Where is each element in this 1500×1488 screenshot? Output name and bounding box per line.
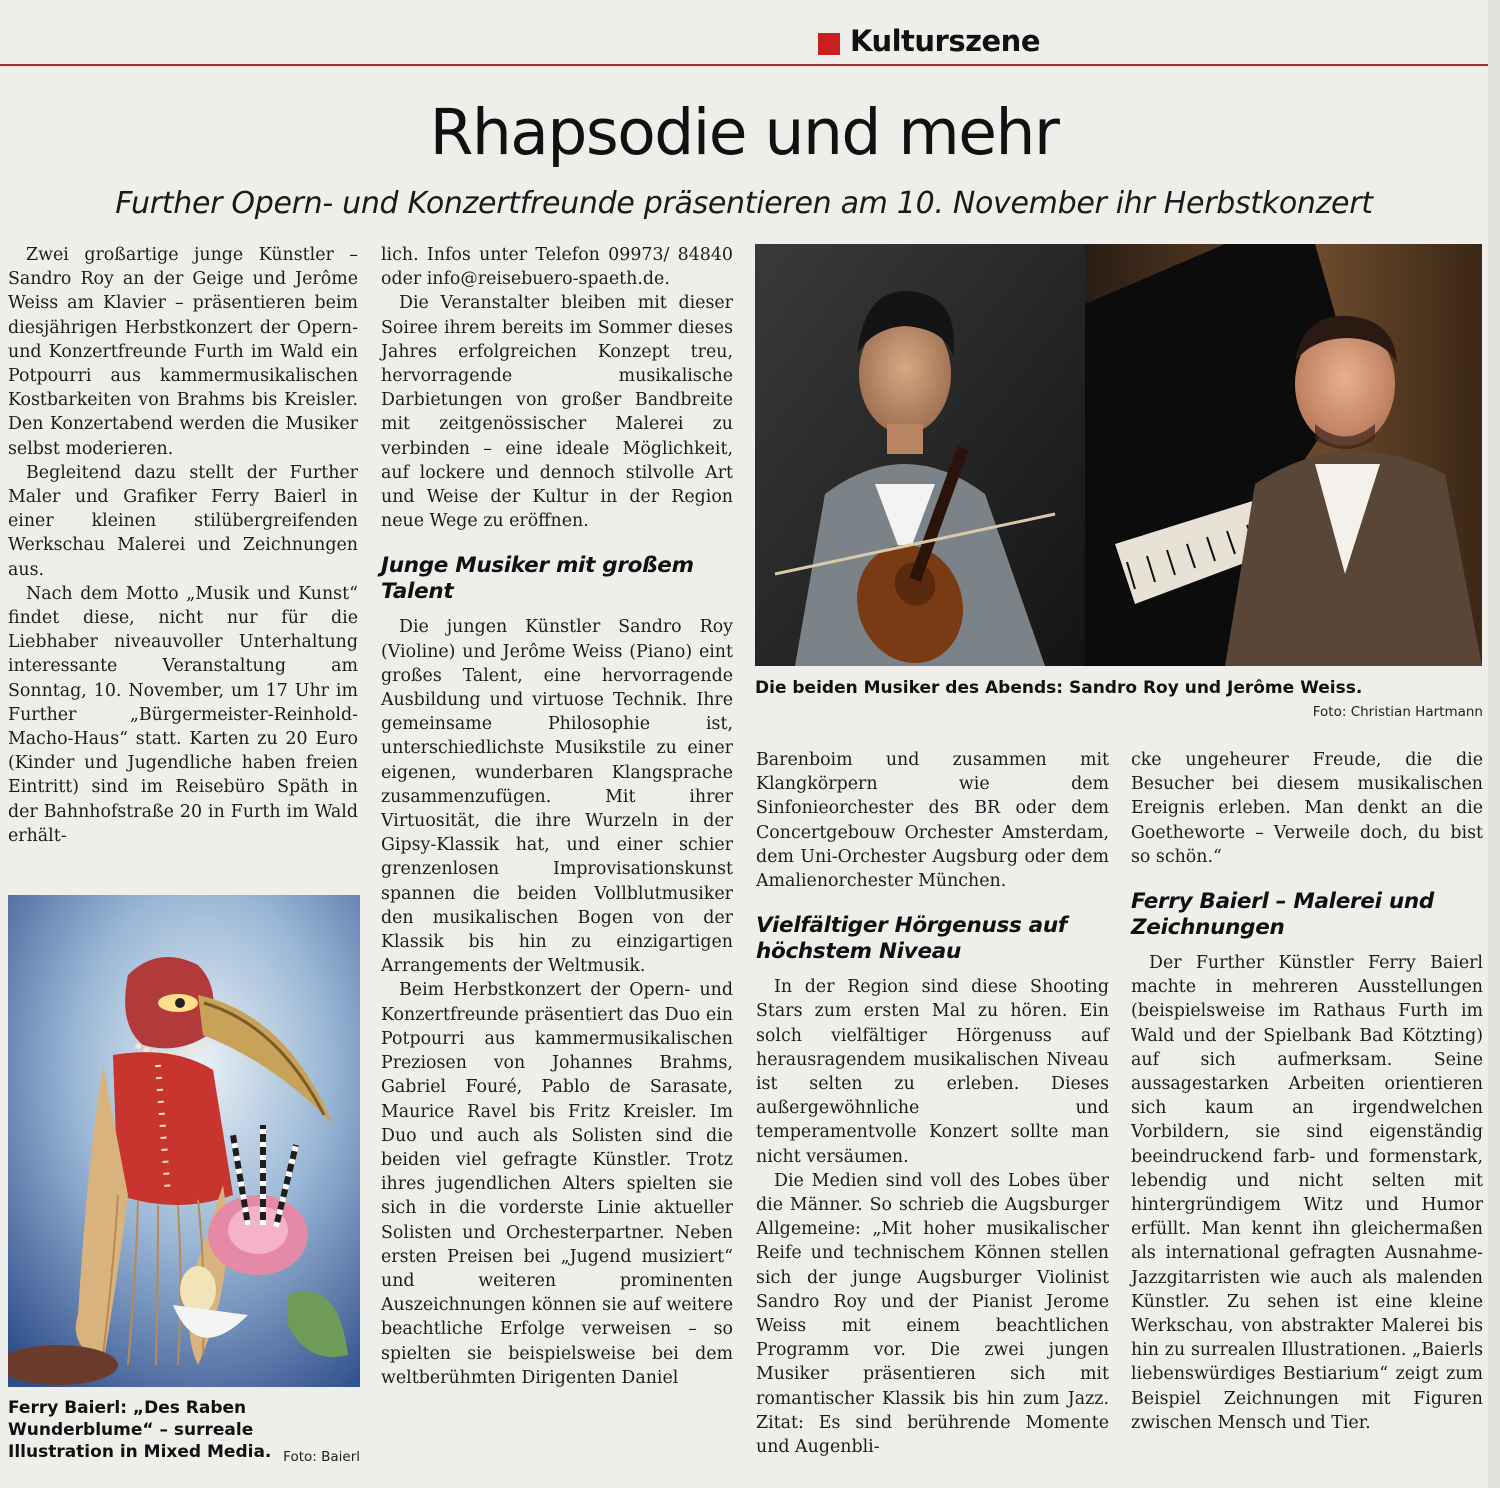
subheadline: Further Opern- und Konzertfreunde präsentieren am 10. November ihr Herbstkonzert [115, 186, 1373, 221]
paragraph: Die jungen Künstler Sandro Roy (Violine) und Jerôme Weiss (Piano) eint großes Talent, eine hervorragende Ausbildung und virtuose Technik. Ihre gemeinsame Philosophie ist, unterschiedlichste Musikstile zu einer eigenen, wunderbaren Klangsprache zusammenzufügen. Mit ihrer Virtuosität, die ihre Wurzeln in der Gipsy-Klassik hat, und einer schier grenzenlosen Improvisationskunst spannen die beiden Vollblutmusiker den musikalischen Bogen von der Klassik bis hin zu einzigartigen Arrangements der Weltmusik. [381, 617, 733, 977]
musicians-photo [755, 244, 1482, 666]
paragraph: cke ungeheurer Freude, die die Besucher bei diesem musikalischen Ereignis erleben. Man denkt an die Goetheworte – Verweile doch, du bist so schön.“ [1131, 750, 1483, 867]
article-column-2 [381, 243, 733, 1390]
neighbor-page-edge [1488, 0, 1500, 1488]
headline: Rhapsodie und mehr [429, 96, 1059, 169]
article-column-4 [1131, 748, 1483, 1435]
subheading: Ferry Baierl – Malerei und Zeichnungen [1131, 889, 1434, 941]
painting-caption-text: Ferry Baierl: „Des Raben Wunderblume“ – surreale Illustration in Mixed Media. [8, 1398, 272, 1462]
paragraph: Die Veranstalter bleiben mit dieser Soiree ihrem bereits im Sommer dieses Jahres erfolgreichen Konzept treu, hervorragende musikalische Darbietungen von großer Bandbreite mit zeitgenössischer Malerei zu verbinden – eine ideale Möglichkeit, auf lockere und dennoch stilvolle Art und Weise der Kultur in der Region neue Wege zu eröffnen. [381, 293, 733, 532]
paragraph: Beim Herbstkonzert der Opern- und Konzertfreunde präsentiert das Duo ein Potpourri aus kammermusikalischen Preziosen von Johannes Brahms, Gabriel Fouré, Pablo de Sarasate, Maurice Ravel bis Fritz Kreisler. Im Duo und auch als Solisten sind die beiden viel gefragte Künstler. Trotz ihres jugendlichen Alters spielten sie sich in die vorderste Linie aktueller Solisten und Orchesterpartner. Neben ersten Preisen bei „Jugend musiziert“ und weiteren prominenten Auszeichnungen können sie auf weitere beachtliche Erfolge verweisen – so spielten sie beispielsweise bei dem weltberühmten Dirigenten Daniel [381, 980, 733, 1388]
painting-illustration [8, 895, 360, 1387]
paragraph: Begleitend dazu stellt der Further Maler und Grafiker Ferry Baierl in einer kleinen stilübergreifenden Werkschau Malerei und Zeichnungen aus. [8, 462, 358, 580]
subheading: Vielfältiger Hörgenuss auf höchstem Niveau [756, 913, 1067, 965]
section-label: Kulturszene [850, 24, 1040, 58]
subheading: Junge Musiker mit großem Talent [381, 553, 694, 605]
paragraph: Barenboim und zusammen mit Klangkörpern wie dem Sinfonieorchester des BR oder dem Concertgebouw Orchester Amsterdam, dem Uni-Orchester Augsburg oder dem Amalienorchester München. [756, 750, 1109, 892]
article-column-1 [8, 243, 358, 848]
paragraph: In der Region sind diese Shooting Stars zum ersten Mal zu hören. Ein solch vielfältiger Hörgenuss auf herausragendem musikalischen Niveau ist selten zu erleben. Dieses außergewöhnliche und temperamentvolle Konzert sollte man nicht versäumen. [756, 977, 1109, 1167]
painting-credit: Foto: Baierl [283, 1449, 360, 1465]
paragraph: lich. Infos unter Telefon 09973/ 84840 oder info@reisebuero-spaeth.de. [381, 245, 733, 290]
musicians-photo-caption: Die beiden Musiker des Abends: Sandro Roy und Jerôme Weiss. [755, 678, 1363, 698]
musicians-photo-credit: Foto: Christian Hartmann [1312, 704, 1483, 720]
paragraph: Der Further Künstler Ferry Baierl machte in mehreren Ausstellungen (beispielsweise im Rathaus Furth im Wald und der Spielbank Bad Kötzting) auf sich aufmerksam. Seine aussagestarken Arbeiten orientieren sich kaum an irgendwelchen Vorbildern, sie sind eigenständig beeindruckend farb- und formenstark, lebendig und nicht selten mit hintergründigem Witz und Humor erfüllt. Man kennt ihn gleichermaßen als international gefragten Ausnahme-Jazzgitarristen wie auch als malenden Künstler. Zu sehen ist eine kleine Werkschau, von abstrakter Malerei bis hin zu surrealen Illustrationen. „Baierls liebenswürdiges Bestiarium“ zeigt zum Beispiel Zeichnungen mit Figuren zwischen Mensch und Tier. [1131, 953, 1483, 1433]
paragraph: Nach dem Motto „Musik und Kunst“ findet diese, nicht nur für die Liebhaber niveauvoller Unterhaltung interessante Veranstaltung am Sonntag, 10. November, um 17 Uhr im Further „Bürgermeister-Reinhold-Macho-Haus“ statt. Karten zu 20 Euro (Kinder und Jugendliche haben freien Eintritt) sind im Reisebüro Späth in der Bahnhofstraße 20 in Furth im Wald erhält- [8, 583, 358, 846]
header-rule [0, 64, 1500, 66]
article-column-3 [756, 748, 1109, 1459]
section-marker [818, 33, 840, 55]
paragraph: Die Medien sind voll des Lobes über die Männer. So schrieb die Augsburger Allgemeine: „Mit hoher musikalischer Reife und technischem Können stellen sich der junge Augsburger Violinist Sandro Roy und der Pianist Jerome Weiss mit einem beachtlichen Programm vor. Die zwei jungen Musiker präsentieren sich mit romantischer Klassik bis hin zum Jazz. Zitat: Es sind berührende Momente und Augenbli- [756, 1170, 1109, 1458]
paragraph: Zwei großartige junge Künstler – Sandro Roy an der Geige und Jerôme Weiss am Klavier – präsentieren beim diesjährigen Herbstkonzert der Opern- und Konzertfreunde Furth im Wald ein Potpourri aus kammermusikalischen Kostbarkeiten von Brahms bis Kreisler. Den Konzertabend werden die Musiker selbst moderieren. [8, 245, 358, 459]
